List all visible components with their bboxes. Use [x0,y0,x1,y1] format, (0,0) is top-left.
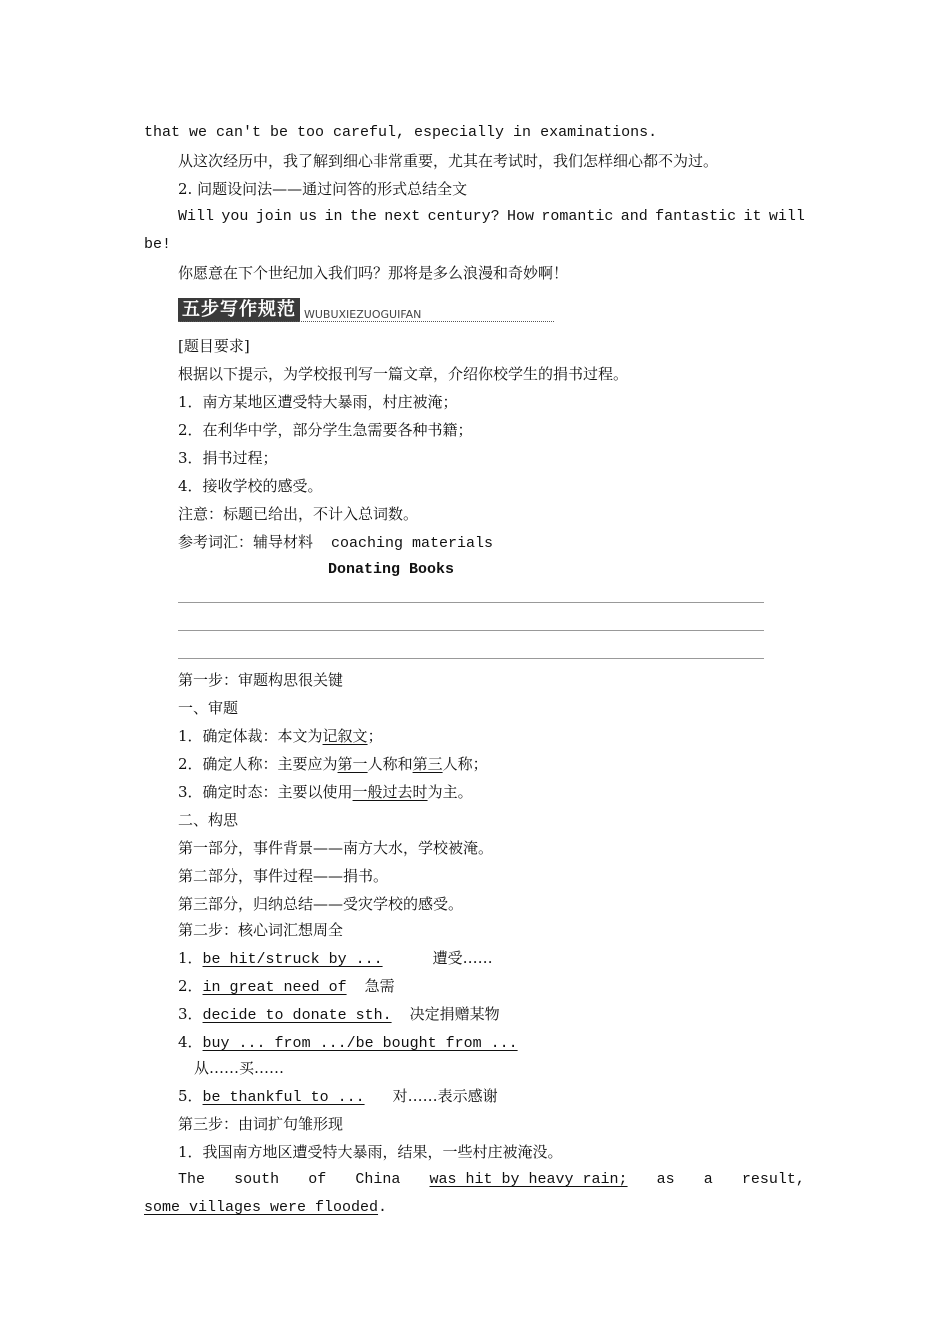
justified-text-line [178,207,805,227]
sentence-english-continued: some villages were flooded. [144,1199,388,1216]
step2-heading: 第二步：核心词汇想周全 [178,921,344,939]
answer-line [178,658,764,659]
task-heading: [题目要求] [178,337,250,355]
step1-sub-heading: 一、审题 [178,699,239,717]
word: next [384,208,421,225]
word: romantic [541,208,614,225]
task-item: 4．接收学校的感受。 [178,477,323,495]
task-note: 注意：标题已给出，不计入总词数。 [178,505,419,523]
word: How [507,208,535,225]
task-vocab [178,532,493,554]
section-banner [178,296,421,322]
essay-title: Donating Books [328,561,455,578]
vocab-item: 2．in great need of 急需 [178,977,395,996]
text-line: 从这次经历中，我了解到细心非常重要，尤其在考试时，我们怎样细心都不为过。 [178,152,719,170]
word: it [743,208,762,225]
banner-title: 五步写作规范 [178,298,300,322]
word: fantastic [655,208,737,225]
text-line: be! [144,236,172,253]
text-line: that we can't be too careful, especially in examinations. [144,124,658,141]
banner-dotted-rule [178,321,554,322]
outline-part: 第一部分，事件背景——南方大水，学校被淹。 [178,839,494,857]
vocab-label: 参考词汇：辅导材料 [178,533,314,551]
step1-item: 2．确定人称：主要应为第一人称和第三人称； [178,755,488,773]
word: join [255,208,292,225]
task-item: 1．南方某地区遭受特大暴雨，村庄被淹； [178,393,458,411]
vocab-item-translation: 从……买…… [194,1059,285,1077]
outline-part: 第三部分，归纳总结——受灾学校的感受。 [178,895,464,913]
word: the [349,208,377,225]
vocab-english: coaching materials [331,535,494,552]
task-item: 2．在利华中学，部分学生急需要各种书籍； [178,421,473,439]
text-line: 你愿意在下个世纪加入我们吗？那将是多么浪漫和奇妙啊！ [178,264,569,282]
step1-sub-heading: 二、构思 [178,811,239,829]
task-item: 3．捐书过程； [178,449,278,467]
step3-heading: 第三步：由词扩句雏形现 [178,1115,344,1133]
task-intro: 根据以下提示，为学校报刊写一篇文章，介绍你校学生的捐书过程。 [178,365,629,383]
vocab-item: 5．be thankful to ... 对……表示感谢 [178,1087,498,1106]
word: you [221,208,249,225]
word: in [324,208,343,225]
vocab-item: 3．decide to donate sth. 决定捐赠某物 [178,1005,500,1024]
banner-subtitle: WUBUXIEZUOGUIFAN [304,308,422,321]
answer-line [178,630,764,631]
word: Will [178,208,215,225]
text-line: 2. 问题设问法——通过问答的形式总结全文 [178,180,468,198]
word: and [620,208,648,225]
answer-line [178,602,764,603]
word: us [299,208,318,225]
vocab-item: 4．buy ... from .../be bought from ... [178,1033,518,1052]
sentence-english: The south of China was hit by heavy rain; as a result, [178,1171,805,1188]
outline-part: 第二部分，事件过程——捐书。 [178,867,389,885]
word: century? [427,208,500,225]
step1-item: 1．确定体裁：本文为记叙文； [178,727,383,745]
sentence-chinese: 1．我国南方地区遭受特大暴雨，结果，一些村庄被淹没。 [178,1143,563,1161]
step1-item: 3．确定时态：主要以使用一般过去时为主。 [178,783,473,801]
vocab-item: 1．be hit/struck by ... 遭受…… [178,949,493,968]
step1-heading: 第一步：审题构思很关键 [178,671,344,689]
word: will [768,208,805,225]
